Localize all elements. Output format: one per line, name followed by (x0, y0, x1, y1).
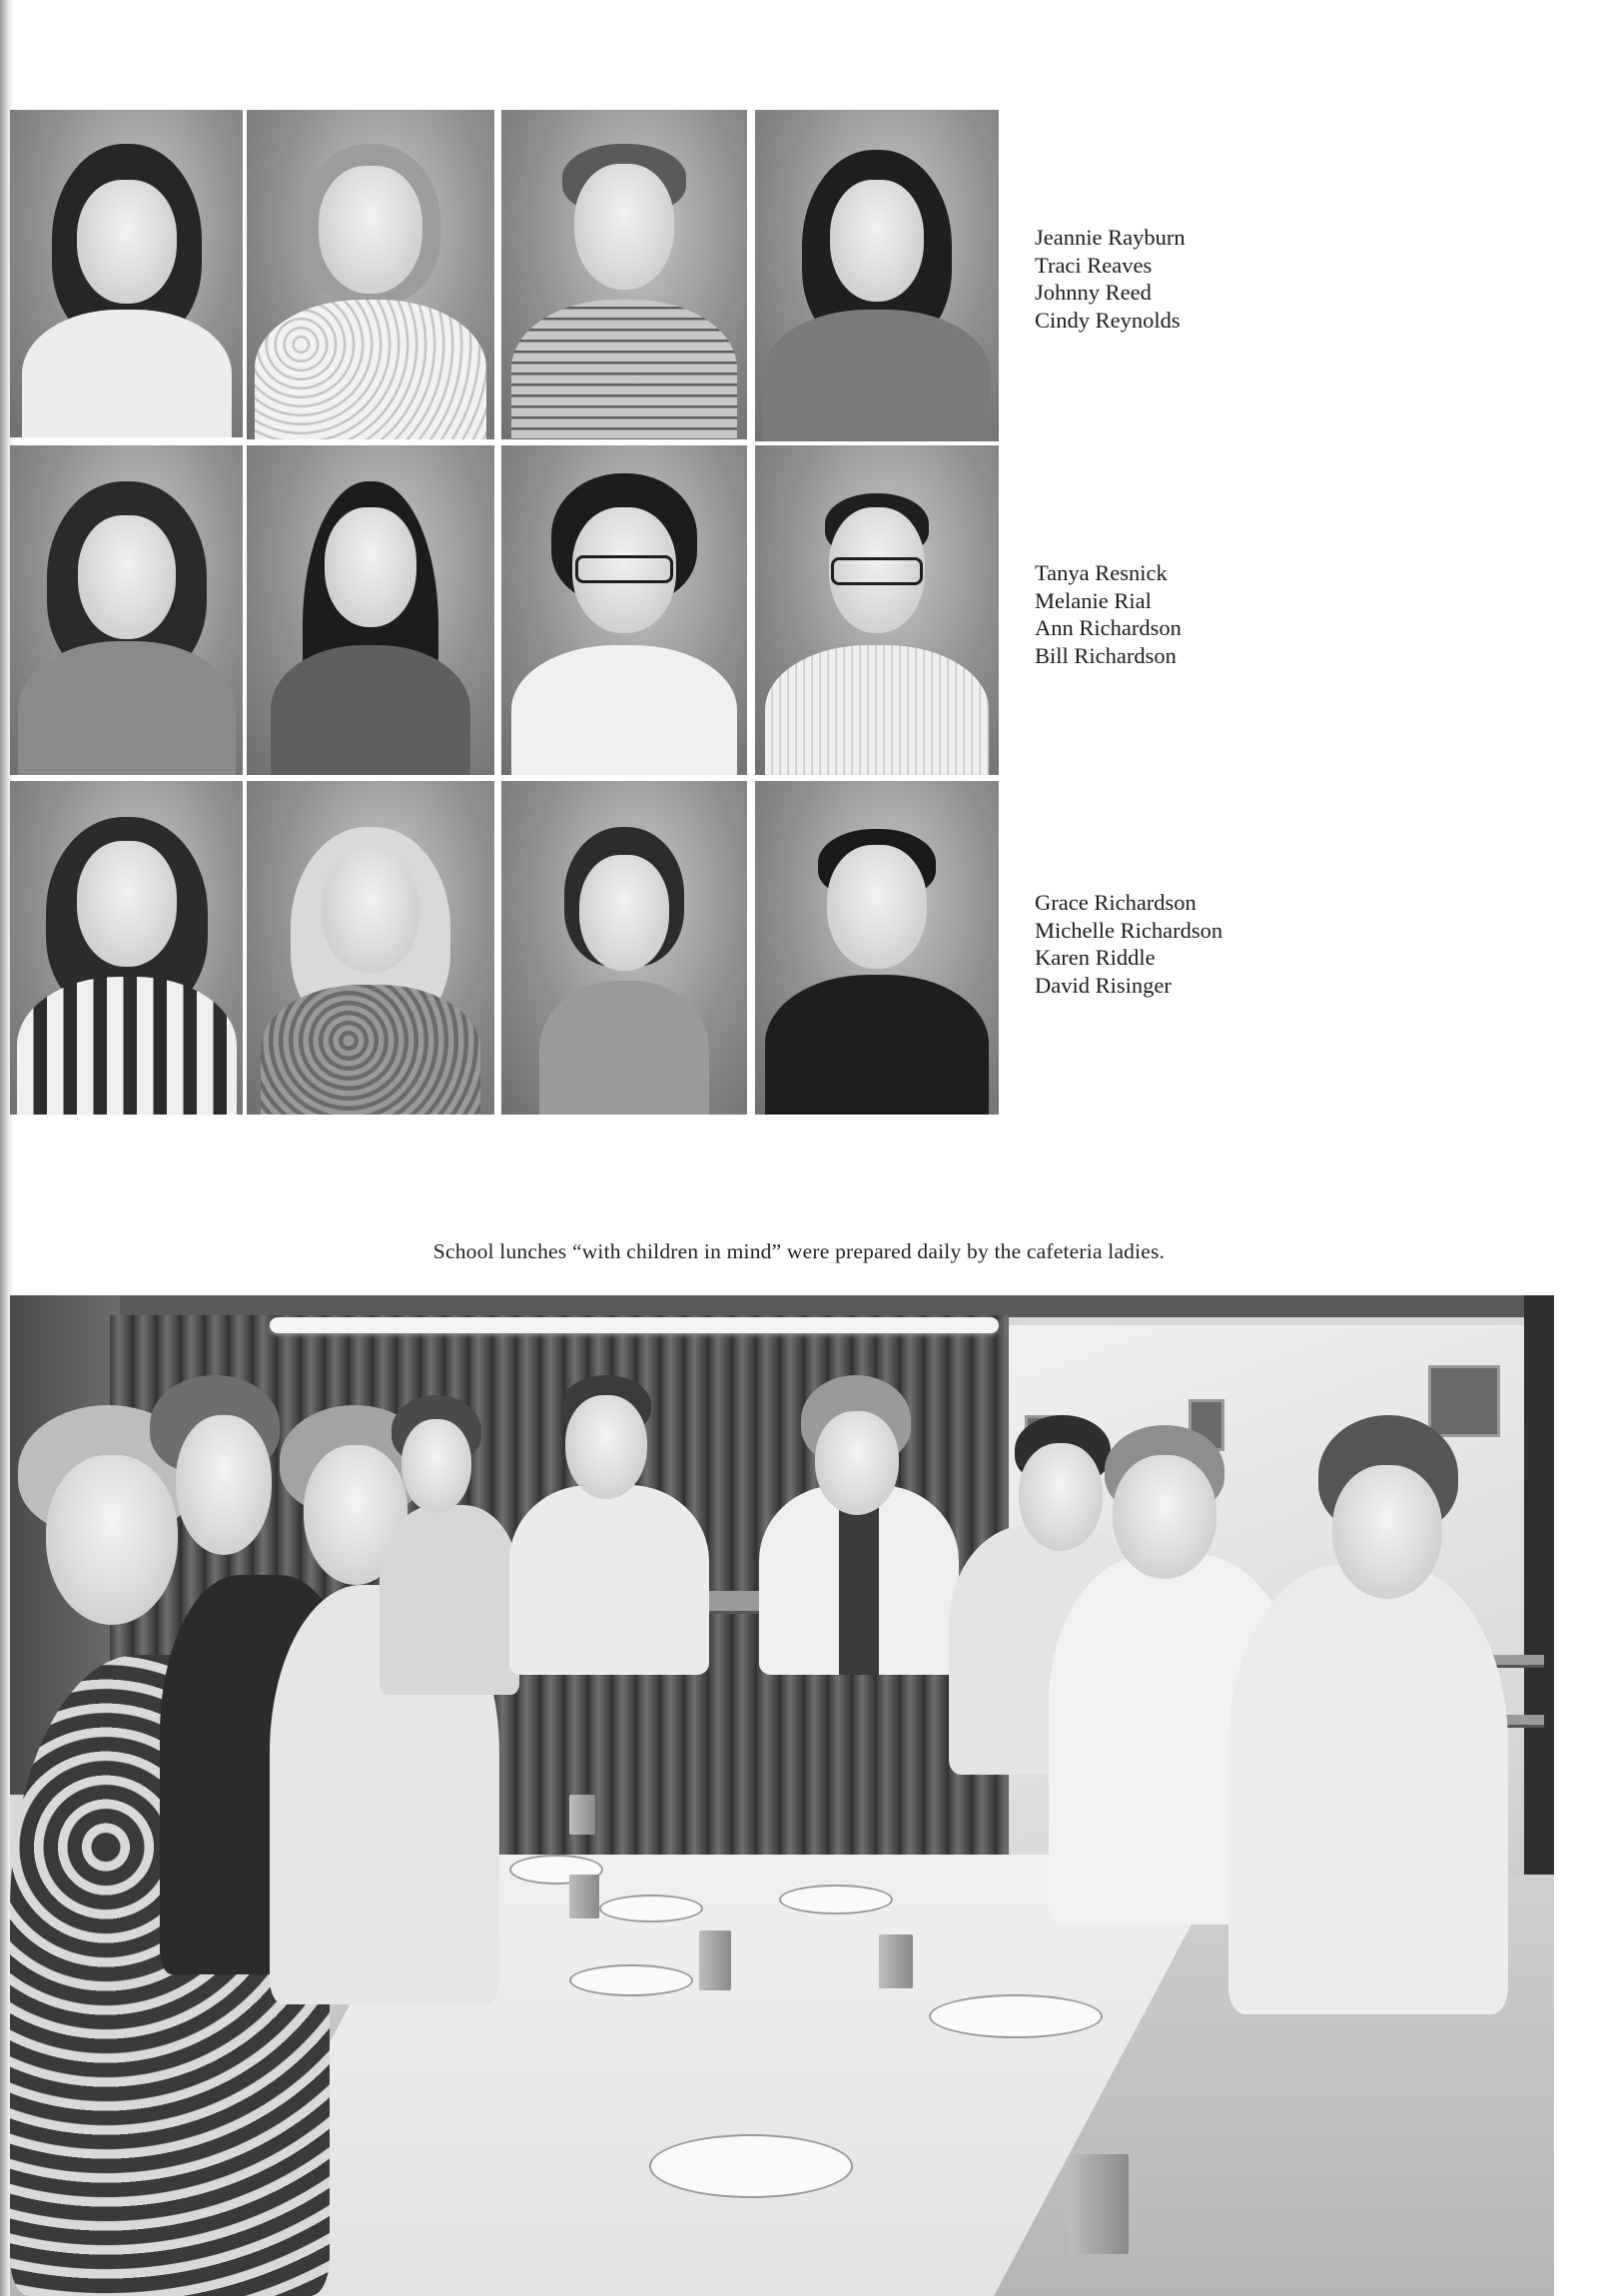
student-name: Traci Reaves (1035, 252, 1153, 278)
cafeteria-worker (380, 1395, 519, 1695)
portrait-grace-richardson (10, 781, 243, 1115)
portrait-bill-richardson (755, 445, 999, 775)
student-name: Ann Richardson (1035, 615, 1182, 640)
student-name: Cindy Reynolds (1035, 307, 1181, 333)
name-list-row-2 (1035, 559, 1182, 669)
student-name: Karen Riddle (1035, 945, 1156, 970)
portrait-melanie-rial (247, 445, 494, 775)
name-list-row-3 (1035, 889, 1222, 999)
cafeteria-worker (759, 1375, 959, 1675)
plate (599, 1895, 703, 1922)
student-portrait-grid (10, 110, 999, 1115)
portrait-karen-riddle (501, 781, 747, 1115)
student-name: Bill Richardson (1035, 642, 1177, 668)
drinking-glass (1069, 2154, 1129, 2254)
drinking-glass (569, 1795, 595, 1835)
portrait-jeannie-rayburn (10, 110, 243, 437)
plate (569, 1964, 693, 1996)
plate (929, 1994, 1103, 2038)
drinking-glass (879, 1934, 913, 1988)
drinking-glass (569, 1875, 599, 1918)
student-name: Michelle Richardson (1035, 917, 1223, 943)
ceiling (10, 1295, 1554, 1317)
cafeteria-group-photo (10, 1295, 1554, 2296)
name-list-row-1 (1035, 224, 1186, 334)
student-name: Melanie Rial (1035, 587, 1152, 613)
portrait-michelle-richardson (247, 781, 494, 1115)
cafeteria-worker (509, 1375, 709, 1675)
portrait-tanya-resnick (10, 445, 243, 775)
cafeteria-worker (1208, 1415, 1528, 2014)
student-name: Grace Richardson (1035, 890, 1197, 915)
drinking-glass (699, 1930, 731, 1990)
student-name: Tanya Resnick (1035, 560, 1168, 585)
portrait-ann-richardson (501, 445, 747, 775)
plate (649, 2134, 853, 2198)
portrait-johnny-reed (501, 110, 747, 439)
portrait-traci-reaves (247, 110, 494, 439)
photo-caption: School lunches “with children in mind” were prepared daily by the cafeteria ladies. (432, 1239, 1166, 1263)
student-name: Johnny Reed (1035, 280, 1152, 305)
ceiling-light (270, 1317, 999, 1333)
plate (779, 1885, 893, 1914)
student-name: Jeannie Rayburn (1035, 225, 1186, 250)
portrait-david-risinger (755, 781, 999, 1115)
portrait-cindy-reynolds (755, 110, 999, 441)
student-name: David Risinger (1035, 972, 1172, 998)
